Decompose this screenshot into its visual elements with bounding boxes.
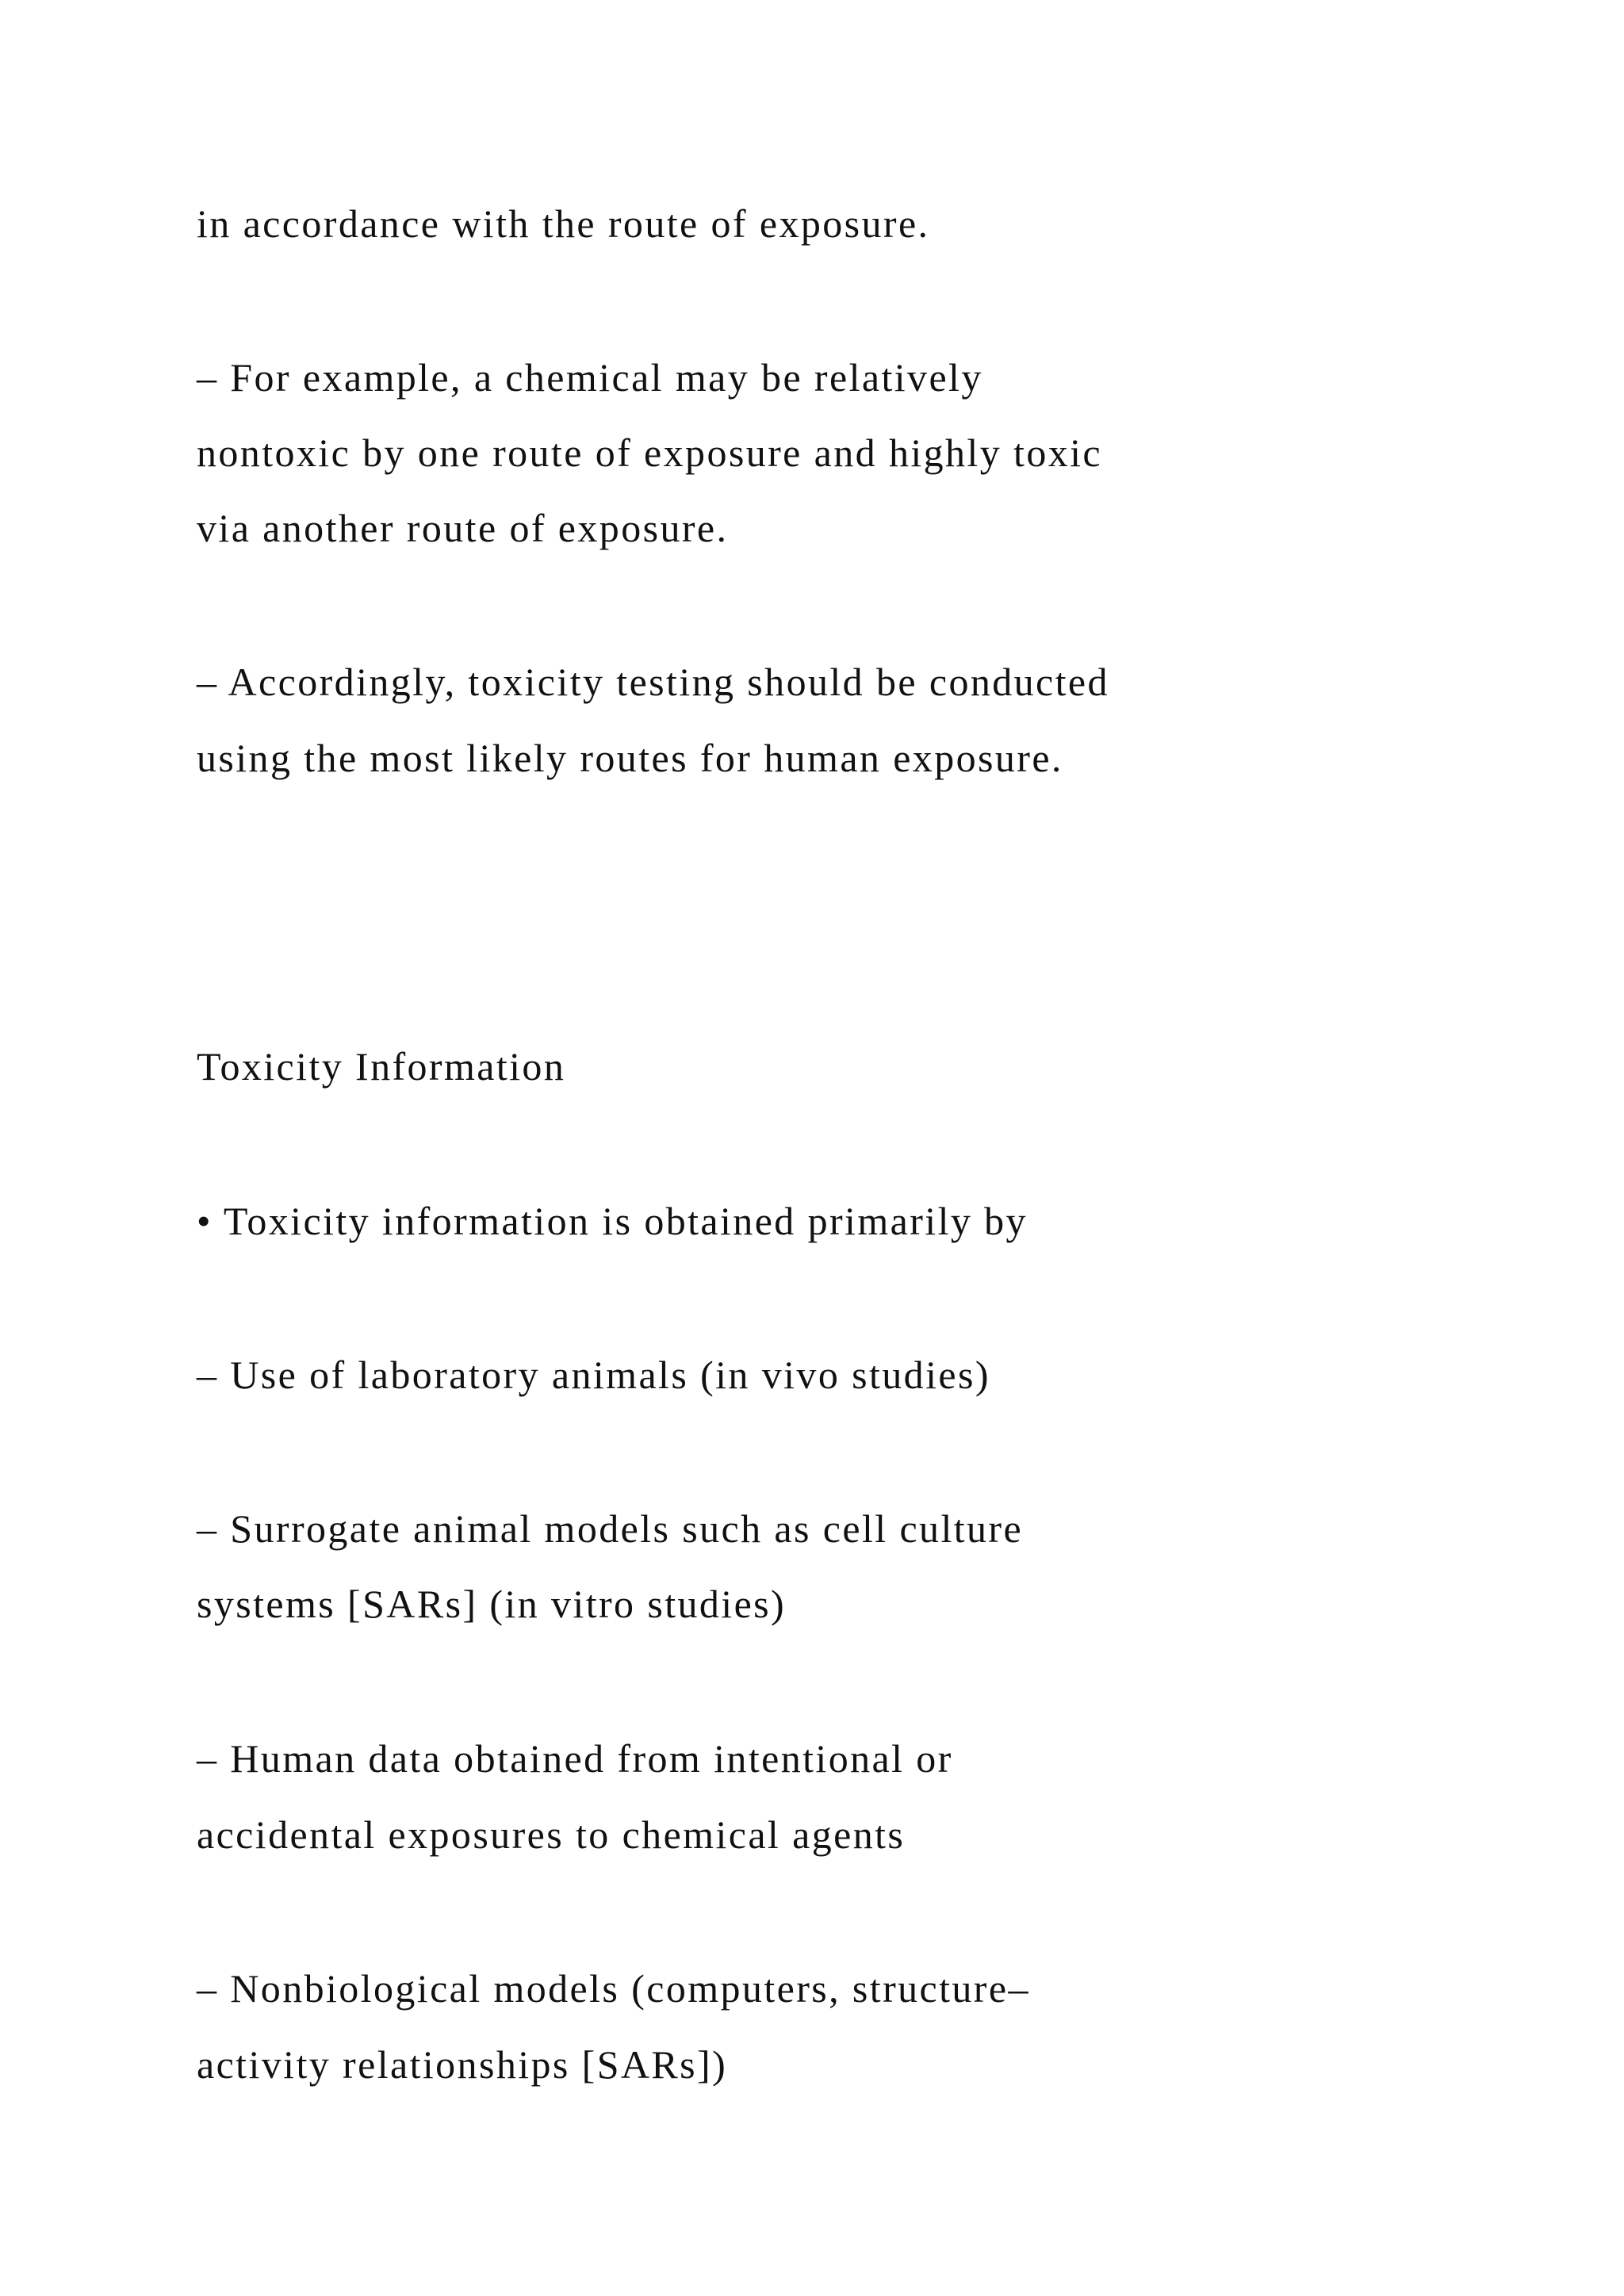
paragraph-line: using the most likely routes for human exposure. <box>197 736 1063 780</box>
dash-item-line: – Nonbiological models (computers, structure– <box>197 1966 1030 2011</box>
paragraph-line: accidental exposures to chemical agents <box>197 1812 906 1857</box>
paragraph-line: in accordance with the route of exposure. <box>197 201 930 246</box>
paragraph-line: nontoxic by one route of exposure and highly toxic <box>197 430 1102 475</box>
dash-item-line: – Accordingly, toxicity testing should be conducted <box>197 660 1109 704</box>
section-heading: Toxicity Information <box>197 1044 566 1089</box>
dash-item-line: – Human data obtained from intentional or <box>197 1736 953 1781</box>
dash-item-line: – Surrogate animal models such as cell culture <box>197 1506 1024 1551</box>
bullet-item-line: • Toxicity information is obtained primarily by <box>197 1199 1028 1243</box>
dash-item-line: – For example, a chemical may be relatively <box>197 355 983 400</box>
paragraph-line: activity relationships [SARs]) <box>197 2042 728 2087</box>
dash-item-line: – Use of laboratory animals (in vivo studies) <box>197 1353 990 1397</box>
paragraph-line: systems [SARs] (in vitro studies) <box>197 1582 787 1626</box>
paragraph-line: via another route of exposure. <box>197 506 729 550</box>
